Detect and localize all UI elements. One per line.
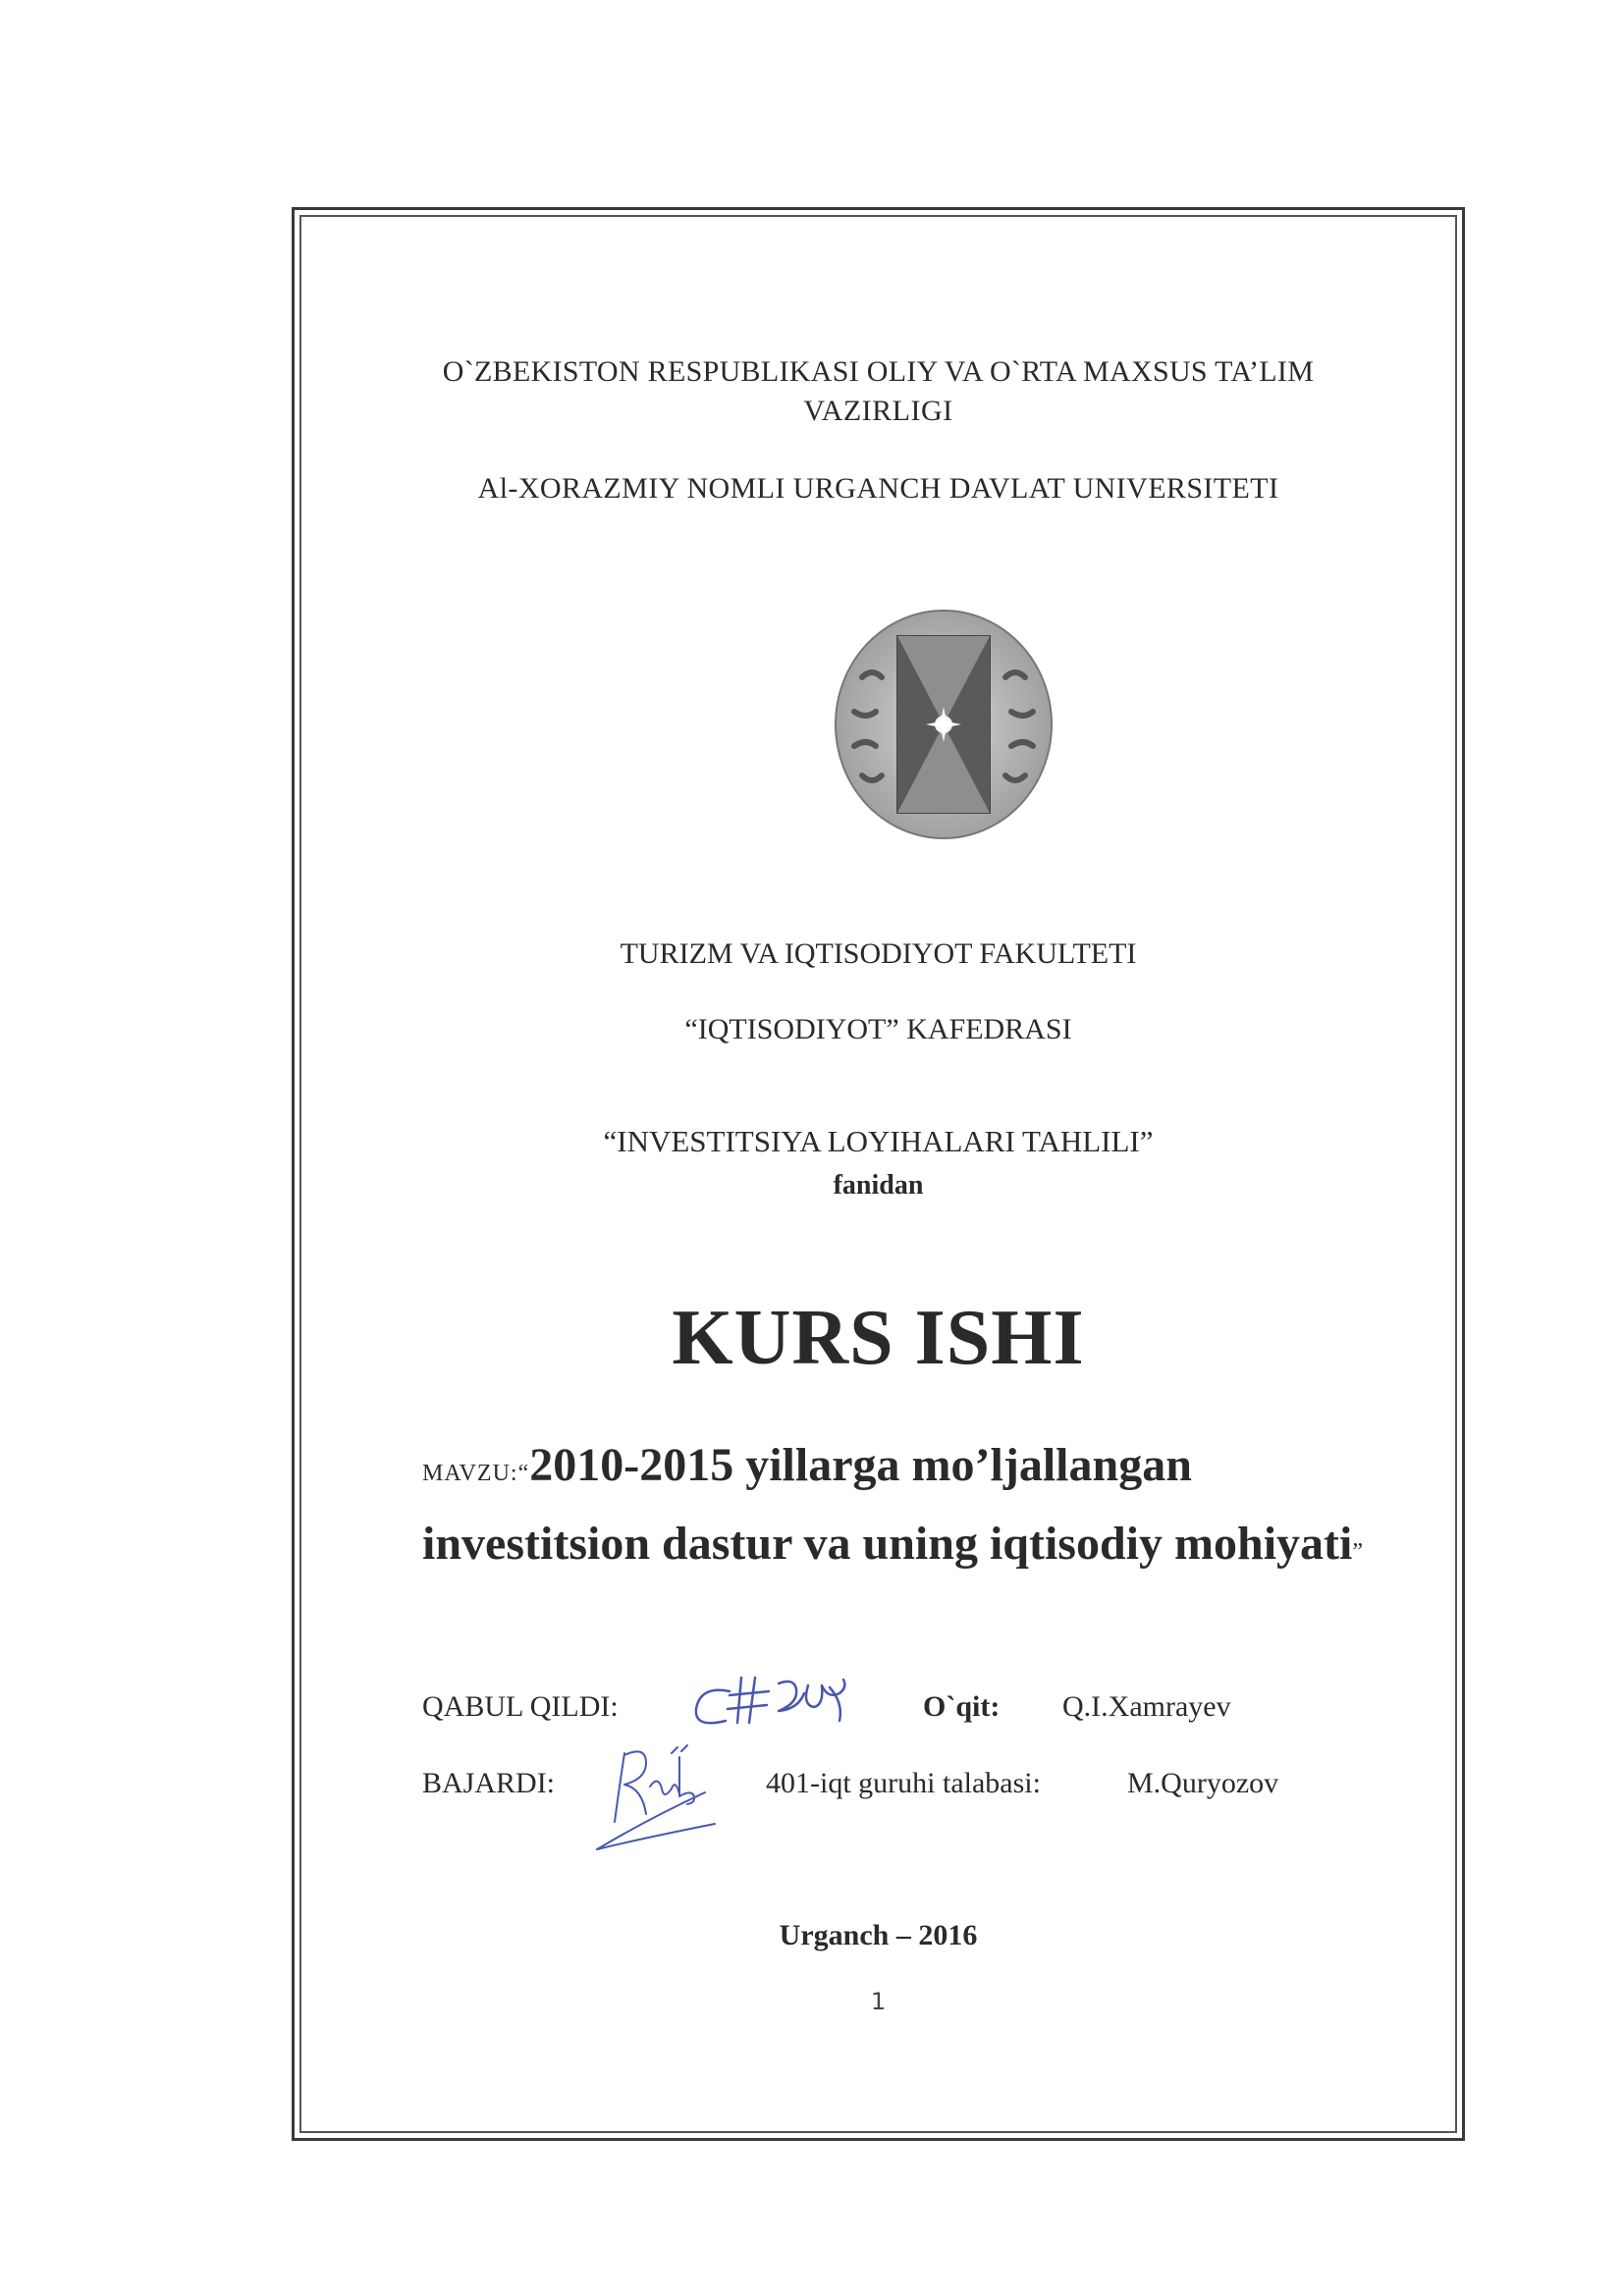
student-position: 401-iqt guruhi talabasi: xyxy=(766,1767,1041,1799)
topic-line2: investitsion dastur va uning iqtisodiy mohiyati xyxy=(422,1518,1353,1570)
subject-suffix: fanidan xyxy=(833,1170,924,1201)
signature-icon xyxy=(682,1664,869,1742)
topic-label: MAVZU: xyxy=(422,1461,518,1486)
ministry-title-line2: VAZIRLIGI xyxy=(803,395,953,427)
accepted-by-label: QABUL QILDI: xyxy=(422,1690,619,1723)
topic-block xyxy=(422,1430,1443,1587)
university-name: Al-XORAZMIY NOMLI URGANCH DAVLAT UNIVERSITETI xyxy=(477,472,1279,505)
university-emblem-icon xyxy=(833,609,1055,840)
department-name: “IQTISODIYOT” KAFEDRASI xyxy=(684,1013,1072,1045)
topic-close-quote: ” xyxy=(1352,1539,1364,1565)
teacher-position: O`qit: xyxy=(923,1690,1001,1723)
faculty-name: TURIZM VA IQTISODIYOT FAKULTETI xyxy=(620,937,1137,970)
document-heading: KURS ISHI xyxy=(672,1295,1085,1381)
student-name: M.Quryozov xyxy=(1127,1767,1279,1799)
signature-icon xyxy=(585,1734,723,1855)
ministry-title: O`ZBEKISTON RESPUBLIKASI OLIY VA O`RTA MAXSUS TA’LIM xyxy=(442,355,1315,388)
city-year: Urganch – 2016 xyxy=(779,1919,978,1951)
subject-name: “INVESTITSIYA LOYIHALARI TAHLILI” xyxy=(603,1124,1154,1158)
teacher-name: Q.I.Xamrayev xyxy=(1062,1690,1231,1723)
completed-by-label: BAJARDI: xyxy=(422,1767,556,1799)
page-number: 1 xyxy=(870,1988,887,2015)
topic-line1: 2010-2015 yillarga mo’ljallangan xyxy=(529,1439,1192,1491)
topic-open-quote: “ xyxy=(517,1461,530,1486)
